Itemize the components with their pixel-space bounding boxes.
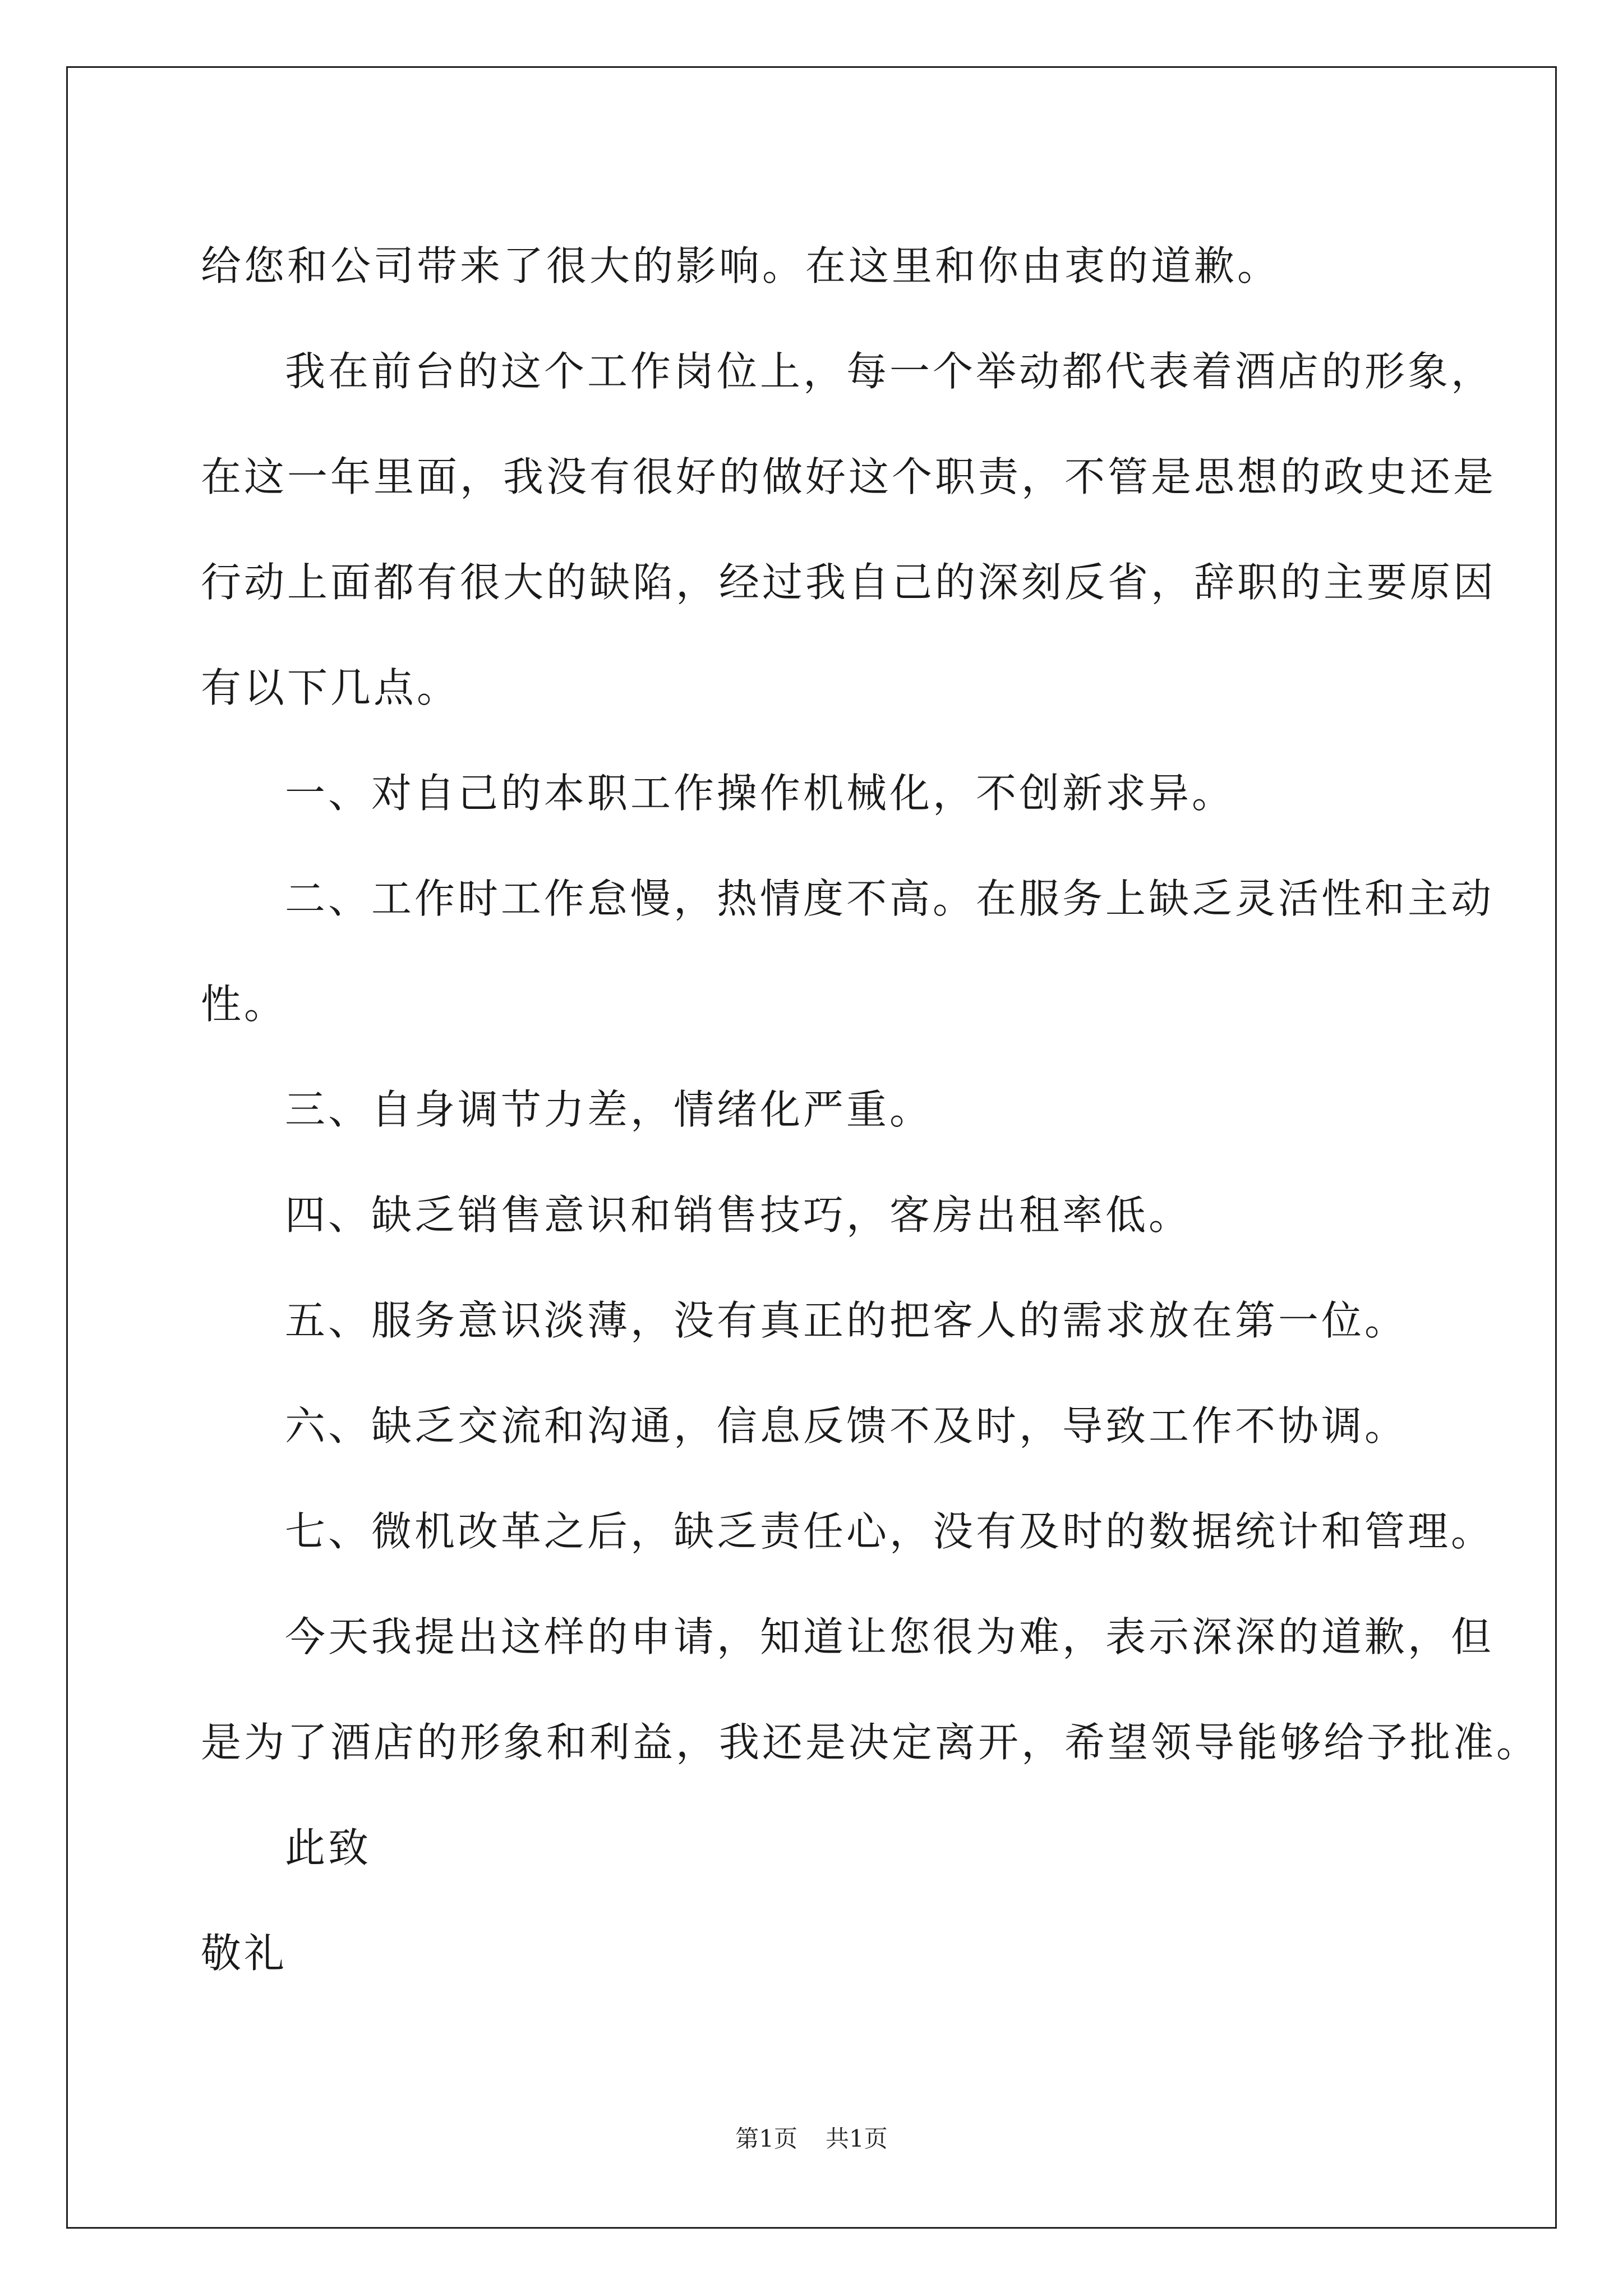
page-number-current: 第1页 [735, 2125, 797, 2152]
body-line-3: 在这一年里面，我没有很好的做好这个职责，不管是思想的政史还是 [201, 453, 1497, 500]
salutation-jing-li: 敬礼 [201, 1930, 288, 1977]
salutation-ci-zhi: 此致 [285, 1824, 372, 1871]
body-line-4: 行动上面都有很大的缺陷，经过我自己的深刻反省，辞职的主要原因 [201, 559, 1497, 606]
page-number-total: 共1页 [826, 2125, 888, 2152]
list-item-7: 七、微机改革之后，缺乏责任心，没有及时的数据统计和管理。 [285, 1508, 1495, 1555]
list-item-3: 三、自身调节力差，情绪化严重。 [285, 1086, 933, 1133]
list-item-6: 六、缺乏交流和沟通，信息反馈不及时，导致工作不协调。 [285, 1402, 1408, 1450]
list-item-2-continued: 性。 [201, 981, 288, 1028]
list-item-1: 一、对自己的本职工作操作机械化，不创新求异。 [285, 770, 1235, 817]
list-item-5: 五、服务意识淡薄，没有真正的把客人的需求放在第一位。 [285, 1297, 1408, 1344]
document-body [201, 213, 1540, 2006]
body-line-1: 给您和公司带来了很大的影响。在这里和你由衷的道歉。 [201, 242, 1281, 289]
page-footer [0, 2125, 1623, 2153]
closing-paragraph-line-2: 是为了酒店的形象和利益，我还是决定离开，希望领导能够给予批准。 [201, 1719, 1540, 1766]
body-line-5: 有以下几点。 [201, 664, 460, 711]
body-line-2: 我在前台的这个工作岗位上，每一个举动都代表着酒店的形象， [285, 348, 1495, 395]
list-item-4: 四、缺乏销售意识和销售技巧，客房出租率低。 [285, 1191, 1192, 1239]
list-item-2: 二、工作时工作怠慢，热情度不高。在服务上缺乏灵活性和主动 [285, 875, 1495, 922]
closing-paragraph-line-1: 今天我提出这样的申请，知道让您很为难，表示深深的道歉，但 [285, 1613, 1495, 1660]
